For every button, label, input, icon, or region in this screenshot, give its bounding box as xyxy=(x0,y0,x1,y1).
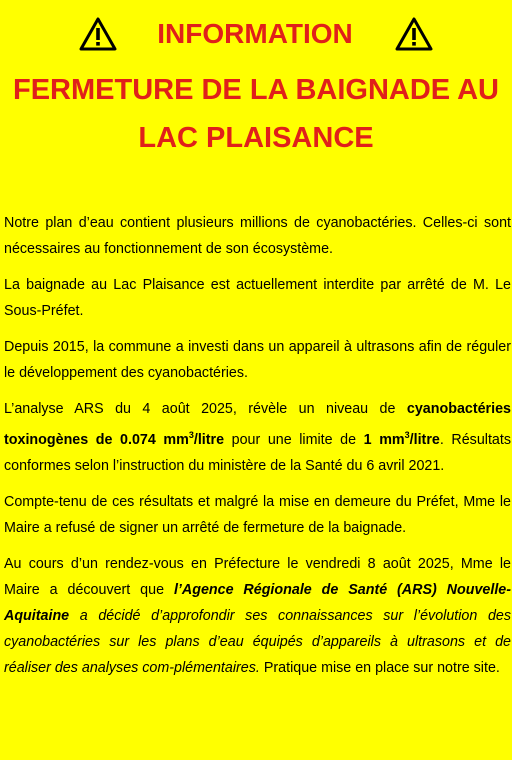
text-segment: /litre xyxy=(409,431,440,448)
paragraph-ars-analysis xyxy=(4,396,511,479)
text-segment: . Résultats conformes selon l’instruction du ministère de la Santé du 6 avril 2021. xyxy=(4,431,511,474)
highlight-ars-agency: l’Agence Régionale de Santé (ARS) Nouvelle-Aquitaine xyxy=(4,581,512,624)
text-segment: Au cours d’un rendez-vous en Préfecture le vendredi 8 août 2025, Mme le Maire a découvert que xyxy=(4,555,511,598)
italic-segment: a décidé d’approfondir ses connaissances sur l’évolution des cyanobactéries sur les plans d’eau équipés d’appareils à ultrasons et de réaliser des analyses com-plémentaires. xyxy=(4,607,511,676)
paragraph-ecosystem: Notre plan d’eau contient plusieurs millions de cyanobactéries. Celles-ci sont nécessaires au fonctionnement de son écosystème. xyxy=(4,215,511,257)
paragraph-mayor-refusal: Compte-tenu de ces résultats et malgré la mise en demeure du Préfet, Mme le Maire a refusé de signer un arrêté de fermeture de la baignade. xyxy=(4,493,511,536)
subtitle-line-2: LAC PLAISANCE xyxy=(138,122,374,154)
text-segment: L’analyse ARS du 4 août 2025, révèle un niveau de xyxy=(4,401,407,417)
title-row xyxy=(0,12,512,56)
paragraph-prohibition: La baignade au Lac Plaisance est actuellement interdite par arrêté de M. Le Sous-Préfet. xyxy=(4,277,511,319)
text-segment: Pratique mise en place sur notre site. xyxy=(259,659,500,676)
text-segment: 1 mm xyxy=(363,431,405,448)
highlight-limit xyxy=(364,432,440,448)
paragraph-prefecture-meeting xyxy=(4,551,511,681)
superscript: 3 xyxy=(404,430,410,440)
warning-triangle-icon xyxy=(395,17,433,51)
warning-triangle-icon xyxy=(79,17,117,51)
header xyxy=(0,12,512,162)
superscript: 3 xyxy=(188,430,194,440)
text-segment: /litre xyxy=(193,431,225,448)
page-title: INFORMATION xyxy=(157,18,353,49)
page-subtitle xyxy=(0,66,512,162)
subtitle-line-1: FERMETURE DE LA BAIGNADE AU xyxy=(12,74,500,106)
paragraph-ultrasound: Depuis 2015, la commune a investi dans un appareil à ultrasons afin de réguler le développement des cyanobactéries. xyxy=(4,339,511,381)
text-segment: cyanobactéries toxinogènes de 0.074 mm xyxy=(4,401,511,448)
notice-body xyxy=(4,210,511,691)
text-segment: pour une limite de xyxy=(224,431,364,448)
